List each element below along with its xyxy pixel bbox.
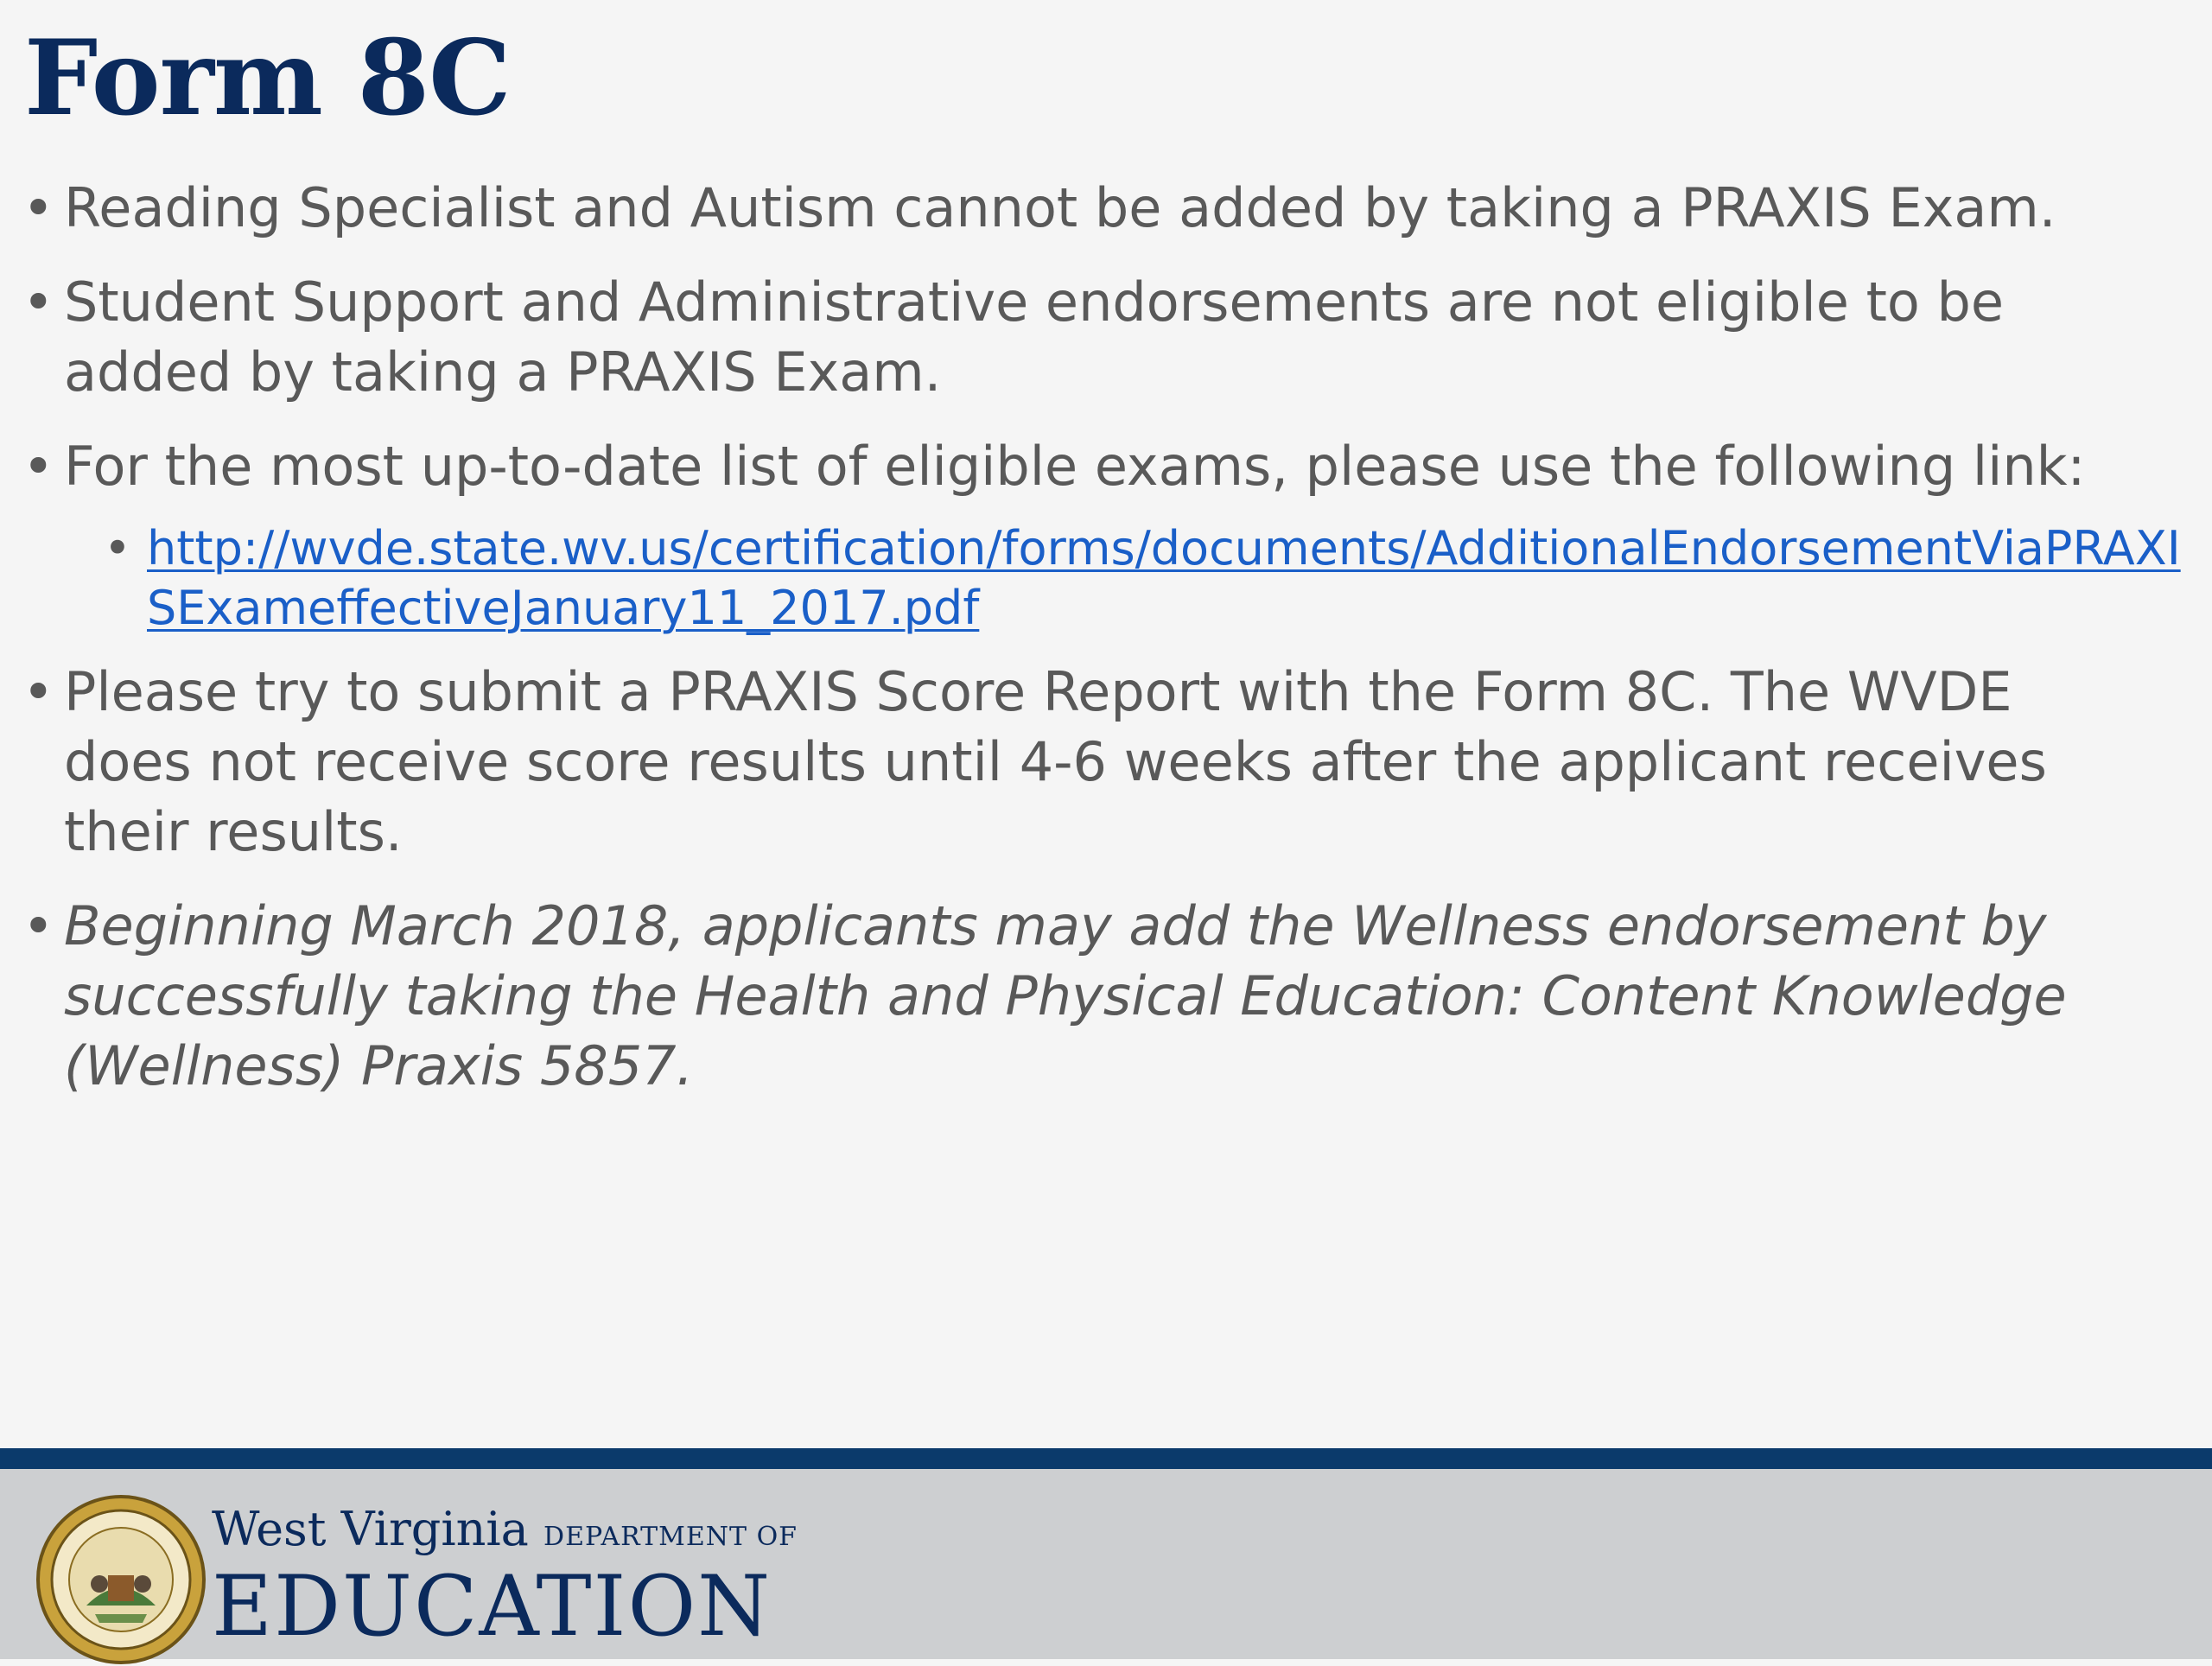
bullet-item bbox=[0, 173, 2134, 243]
bullet-item bbox=[0, 657, 2134, 867]
bullet-list bbox=[0, 173, 2212, 1101]
bullet-dot-icon: • bbox=[22, 894, 54, 957]
logo-department-of: DEPARTMENT OF bbox=[543, 1522, 798, 1552]
logo-education: EDUCATION bbox=[212, 1558, 772, 1655]
bullet-text: For the most up-to-date list of eligible exams, please use the following link: bbox=[64, 435, 2086, 498]
bullet-text: Student Support and Administrative endorsements are not eligible to be added by taking a PRAXIS Exam. bbox=[64, 270, 2005, 404]
bullet-text: Please try to submit a PRAXIS Score Report with the Form 8C. The WVDE does not receive score results until 4-6 weeks after the applicant receives their results. bbox=[64, 660, 2047, 863]
bullet-text: Reading Specialist and Autism cannot be added by taking a PRAXIS Exam. bbox=[64, 176, 2056, 239]
logo-line-state bbox=[212, 1504, 798, 1563]
bullet-text-italic: Beginning March 2018, applicants may add the Wellness endorsement by successfully taking the Health and Physical Education: Content Knowledge (Wellness) Praxis 5857. bbox=[64, 894, 2067, 1097]
footer-band bbox=[0, 1448, 2212, 1659]
exam-list-link[interactable]: http://wvde.state.wv.us/certification/forms/documents/AdditionalEndorsementViaPRAXISExameffectiveJanuary11_2017.pdf bbox=[147, 521, 2181, 635]
department-logo bbox=[212, 1502, 798, 1655]
bullet-dot-icon: • bbox=[22, 270, 54, 334]
bullet-item bbox=[0, 267, 2134, 407]
bullet-dot-icon: • bbox=[22, 176, 54, 239]
sub-bullet-item bbox=[0, 518, 2195, 638]
page-title: Form 8C bbox=[24, 17, 511, 139]
bullet-item bbox=[0, 891, 2134, 1101]
logo-state-name: West Virginia bbox=[212, 1502, 529, 1556]
bullet-dot-icon: • bbox=[22, 435, 54, 498]
bullet-item bbox=[0, 431, 2134, 501]
state-seal-icon bbox=[35, 1493, 207, 1666]
sub-bullet-dot-icon: • bbox=[104, 521, 131, 575]
bullet-dot-icon: • bbox=[22, 660, 54, 723]
